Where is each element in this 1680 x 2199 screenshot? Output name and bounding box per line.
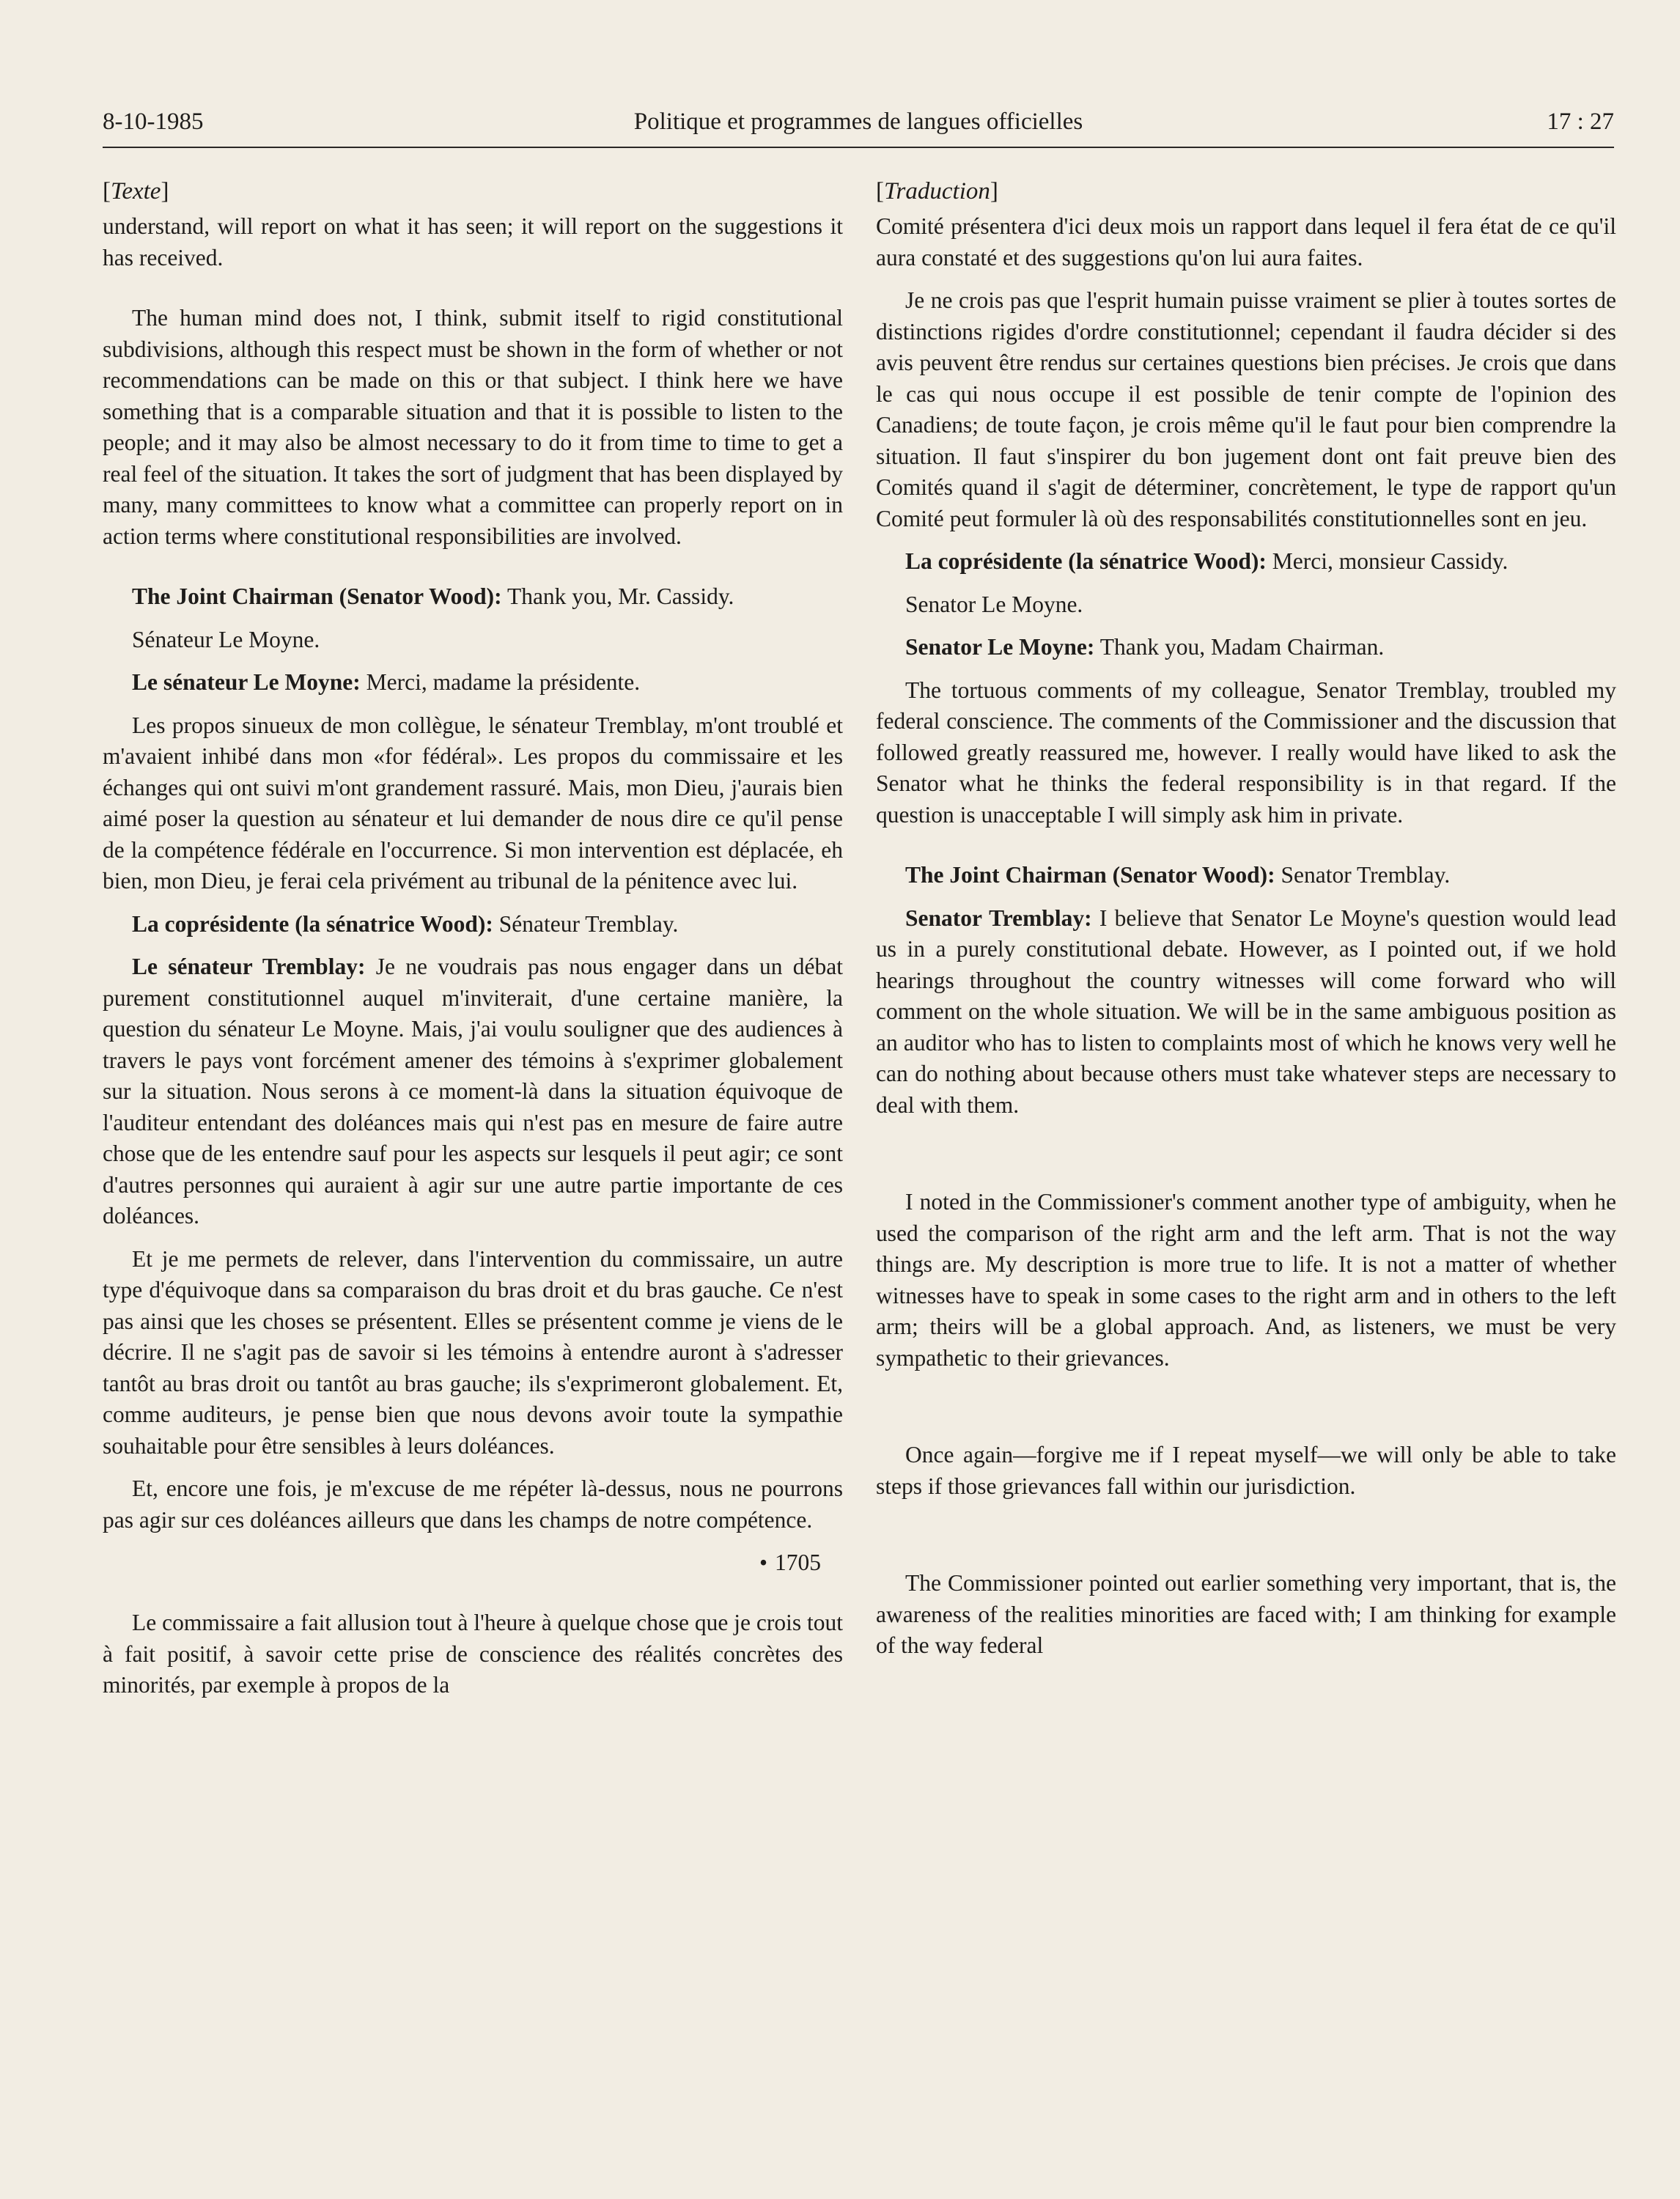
paragraph: Le sénateur Tremblay: Je ne voudrais pas nous engager dans un débat purement constitutionnel auquel m'inviterait, d'une certaine manière, la question du sénateur Le Moyne. Mais, j'ai voulu souligner que des audiences à travers le pays vont forcément amener des témoins à s'exprimer globalement sur la situation. Nous serons à ce moment-là dans la situation équivoque de l'auditeur entendant des doléances mais qui n'est pas en mesure de faire autre chose que de les entendre sauf pour les aspects sur lesquels il peut agir; ce sont d'autres personnes qui auraient à agir sur une autre partie importante de ces doléances. [103,954,843,1229]
paragraph: Le sénateur Le Moyne: Merci, madame la présidente. [132,669,641,695]
paragraph: Et, encore une fois, je m'excuse de me répéter là-dessus, nous ne pourrons pas agir sur ces doléances ailleurs que dans les champs de notre compétence. [103,1476,843,1533]
left-column [103,176,843,1701]
column-label: [Traduction] [876,178,998,205]
paragraph: Senator Le Moyne. [905,591,1083,617]
speaker-name: Le sénateur Tremblay: [132,954,366,979]
paragraph: Le commissaire a fait allusion tout à l'heure à quelque chose que je crois tout à fait positif, à savoir cette prise de conscience des réalités concrètes des minorités, par exemple à propos de la [103,1610,843,1698]
speaker-name: La coprésidente (la sénatrice Wood): [905,548,1267,574]
paragraph: La coprésidente (la sénatrice Wood): Sénateur Tremblay. [132,910,679,937]
speaker-name: The Joint Chairman (Senator Wood): [905,862,1275,888]
speaker-name: Le sénateur Le Moyne: [132,669,361,695]
paragraph: Senator Le Moyne: Thank you, Madam Chairman. [905,634,1385,660]
speaker-name: Senator Le Moyne: [905,634,1095,660]
right-column [876,176,1616,1662]
speaker-name: The Joint Chairman (Senator Wood): [132,583,502,609]
paragraph: Senator Tremblay: I believe that Senator Le Moyne's question would lead us in a purely constitutional debate. However, as I pointed out, if we hold hearings throughout the country witnesses will come forward who will comment on the whole situation. We will be in the same ambiguous position as an auditor who has to listen to complaints most of which he knows very well he can do nothing about because others must take whatever steps are necessary to deal with them. [876,905,1616,1118]
paragraph: The human mind does not, I think, submit itself to rigid constitutional subdivisions, although this respect must be shown in the form of whether or not recommendations can be made on this or that subject. I think here we have something that is a comparable situation and that it is possible to listen to the people; and it may also be almost necessary to do it from time to time to get a real feel of the situation. It takes the sort of judgment that has been displayed by many, many committees to know what a committee can properly report on in action terms where constitutional responsibilities are involved. [103,305,843,549]
paragraph: Once again—forgive me if I repeat myself—we will only be able to take steps if those grievances fall within our jurisdiction. [876,1442,1616,1499]
bullet-icon: • [759,1550,767,1575]
column-label: [Texte] [103,178,169,205]
paragraph: The Joint Chairman (Senator Wood): Senator Tremblay. [905,862,1451,888]
paragraph: understand, will report on what it has seen; it will report on the suggestions it has received. [103,213,843,270]
header-title: Politique et programmes de langues officielles [633,108,1083,135]
paragraph: I noted in the Commissioner's comment another type of ambiguity, when he used the comparison of the right arm and the left arm. That is not the way things are. My description is more true to life. It is not a matter of whether witnesses have to speak in some cases to the right arm and in others to the left arm; theirs will be a global approach. And, as listeners, we must be very sympathetic to their grievances. [876,1189,1616,1371]
page-header [103,103,1614,148]
header-page-number: 17 : 27 [1547,108,1614,135]
paragraph: La coprésidente (la sénatrice Wood): Merci, monsieur Cassidy. [905,548,1508,574]
speaker-name: La coprésidente (la sénatrice Wood): [132,910,493,937]
paragraph: Et je me permets de relever, dans l'intervention du commissaire, un autre type d'équivoque dans sa comparaison du bras droit et du bras gauche. Ce n'est pas ainsi que les choses se présentent. Elles se présentent comme je viens de le décrire. Il ne s'agit pas de savoir si les témoins à entendre auront à s'adresser tantôt au bras droit ou tantôt au bras gauche; ils s'exprimeront globalement. Et, comme auditeurs, je pense bien que nous devons avoir toute la sympathie souhaitable pour être sensibles à leurs doléances. [103,1245,843,1459]
paragraph: Comité présentera d'ici deux mois un rapport dans lequel il fera état de ce qu'il aura constaté et des suggestions qu'on lui aura faites. [876,213,1616,270]
time-marker: • 1705 [759,1550,821,1575]
speaker-name: Senator Tremblay: [905,905,1092,931]
paragraph: Je ne crois pas que l'esprit humain puisse vraiment se plier à toutes sortes de distinctions rigides d'ordre constitutionnel; cependant il faudra décider si des avis peuvent être rendus sur certaines questions bien précises. Je crois que dans le cas qui nous occupe il est possible de tenir compte de l'opinion des Canadiens; de toute façon, je crois même qu'il le faut pour bien comprendre la situation. Il faut s'inspirer du bon jugement dont ont fait preuve bien des Comités quand il s'agit de déterminer, concrètement, le type de rapport qu'un Comité peut formuler là où des responsabilités constitutionnelles sont en jeu. [876,287,1616,531]
paragraph: Sénateur Le Moyne. [132,626,320,652]
header-date: 8-10-1985 [103,108,204,135]
paragraph: The tortuous comments of my colleague, Senator Tremblay, troubled my federal conscience. The comments of the Commissioner and the discussion that followed greatly reassured me, however. I really would have liked to ask the Senator what he thinks the federal responsibility is in that regard. If the question is unacceptable I will simply ask him in private. [876,677,1616,828]
paragraph: The Commissioner pointed out earlier something very important, that is, the awareness of the realities minorities are faced with; I am thinking for example of the way federal [876,1570,1616,1658]
paragraph: Les propos sinueux de mon collègue, le sénateur Tremblay, m'ont troublé et m'avaient inhibé dans mon «for fédéral». Les propos du commissaire et les échanges qui ont suivi m'ont grandement rassuré. Mais, mon Dieu, j'aurais bien aimé poser la question au sénateur et lui demander de nous dire ce qu'il pense de la compétence fédérale en l'occurrence. Si mon intervention est déplacée, eh bien, mon Dieu, je ferai cela privément au tribunal de la pénitence avec lui. [103,712,843,894]
paragraph: The Joint Chairman (Senator Wood): Thank you, Mr. Cassidy. [132,583,734,609]
